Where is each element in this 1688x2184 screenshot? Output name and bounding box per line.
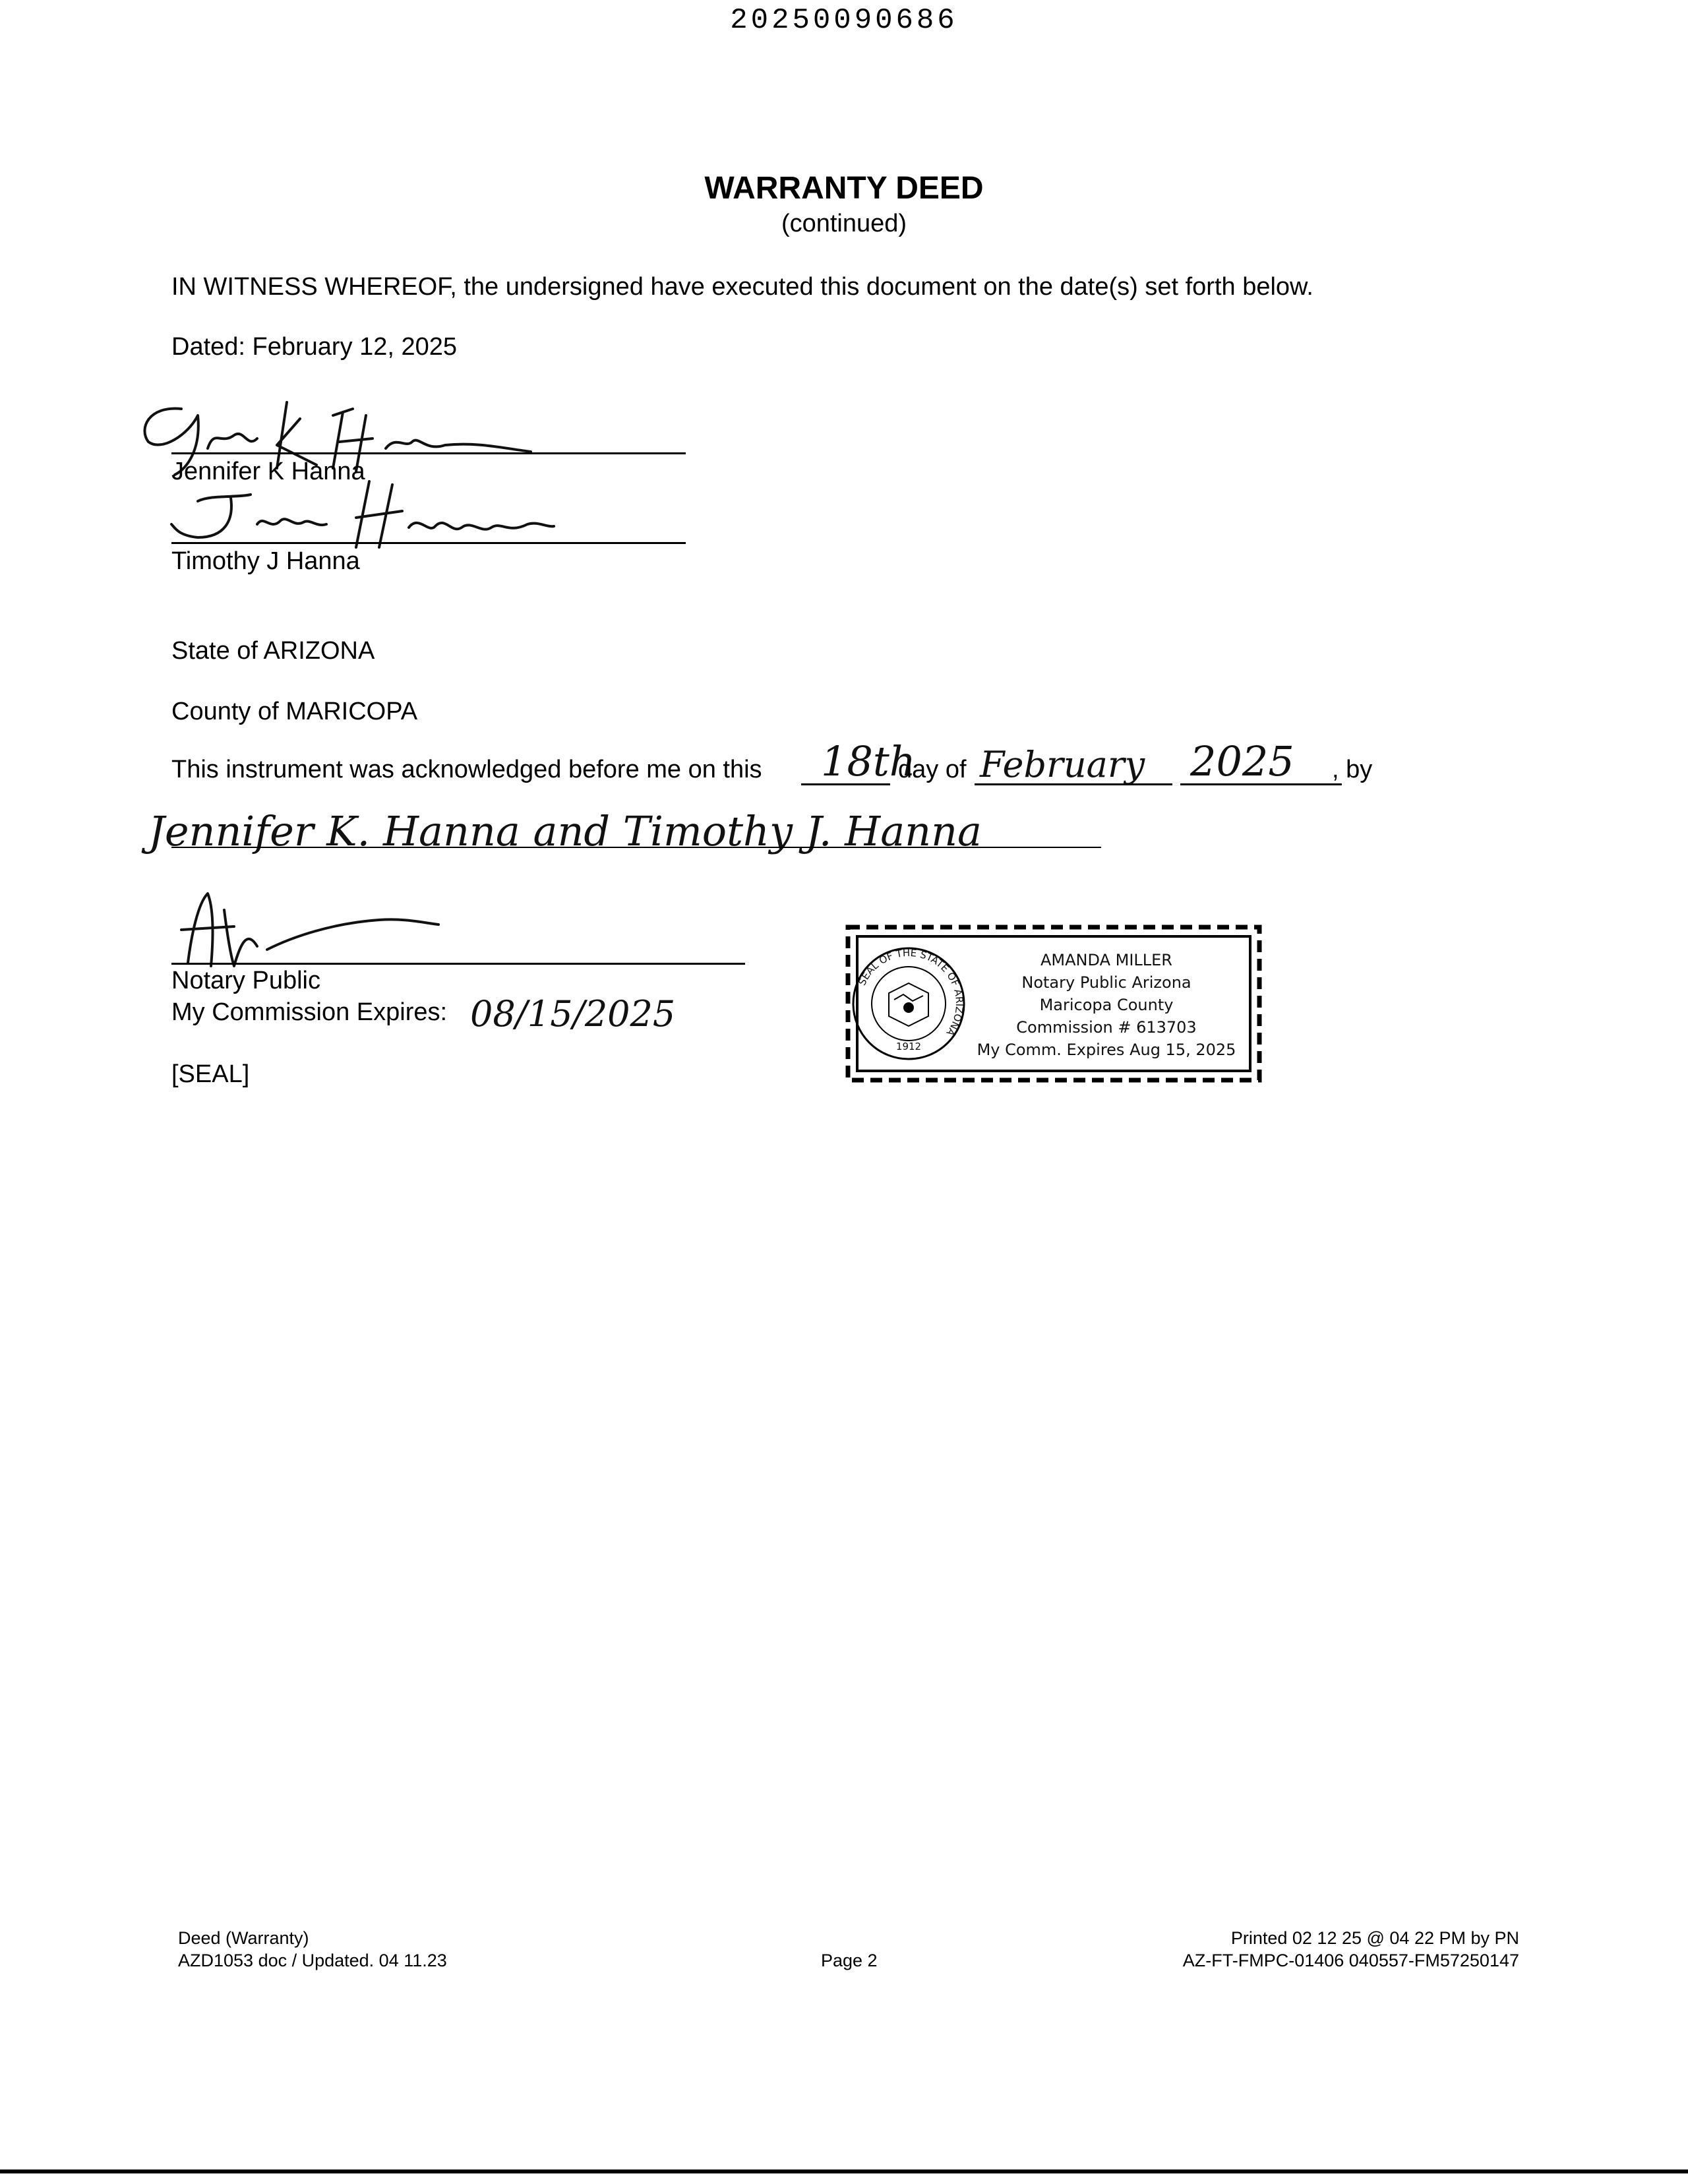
county-line: County of MARICOPA [171,698,418,725]
signer-name-1: Jennifer K Hanna [171,458,365,485]
stamp-line-3: Maricopa County [1039,996,1174,1014]
handwritten-month [975,737,1179,790]
handwritten-commission-date [465,988,702,1041]
ack-prefix: This instrument was acknowledged before me on this [171,756,762,783]
stamp-line-4: Commission # 613703 [1016,1018,1197,1037]
handwritten-names-text: Jennifer K. Hanna and Timothy J. Hanna [148,807,982,855]
notary-title: Notary Public [171,967,320,994]
dated-label: Dated: [171,333,245,361]
signer-name-2: Timothy J Hanna [171,547,360,575]
handwritten-year [1184,737,1342,785]
commission-expires-label: My Commission Expires: [171,998,448,1026]
handwritten-year-text: 2025 [1190,737,1294,785]
names-underline [171,847,1101,848]
state-line: State of ARIZONA [171,637,375,665]
stamp-line-5: My Comm. Expires Aug 15, 2025 [977,1041,1236,1059]
footer-left-line-1: Deed (Warranty) [178,1928,309,1948]
notary-signature [162,884,452,976]
document-title: WARRANTY DEED [704,171,984,206]
seal-year-text: 1912 [895,1041,922,1052]
dated-value: February 12, 2025 [252,333,458,361]
signature-line-1 [171,452,686,454]
footer-page-number: Page 2 [821,1951,878,1970]
handwritten-acknowledged-names [142,804,1131,864]
handwritten-day [808,737,916,785]
notary-signature-line [171,963,745,965]
ack-day-label: day of [898,756,967,783]
page-bottom-rule [0,2169,1688,2173]
ack-by-label: , by [1332,756,1373,783]
footer-right-line-2: AZ-FT-FMPC-01406 040557-FM57250147 [1182,1951,1519,1970]
record-number: 20250090686 [730,4,958,37]
handwritten-month-text: February [980,744,1145,785]
handwritten-commission-text: 08/15/2025 [470,993,676,1035]
stamp-line-2: Notary Public Arizona [1021,973,1191,992]
footer-left-line-2: AZD1053 doc / Updated. 04 11.23 [178,1951,447,1970]
seal-ring-text: SEAL OF THE STATE OF ARIZONA [856,946,966,1039]
footer-right-line-1: Printed 02 12 25 @ 04 22 PM by PN [1230,1928,1519,1948]
stamp-name: AMANDA MILLER [1040,951,1172,969]
dated-line [171,333,457,361]
notary-stamp [843,921,1265,1085]
arizona-state-seal-icon [853,947,965,1059]
signature-line-2 [171,542,686,544]
handwritten-day-text: 18th [821,737,916,785]
seal-label: [SEAL] [171,1060,250,1088]
witness-clause: IN WITNESS WHEREOF, the undersigned have executed this document on the date(s) set forth below. [171,273,1313,301]
document-subtitle: (continued) [781,210,907,237]
